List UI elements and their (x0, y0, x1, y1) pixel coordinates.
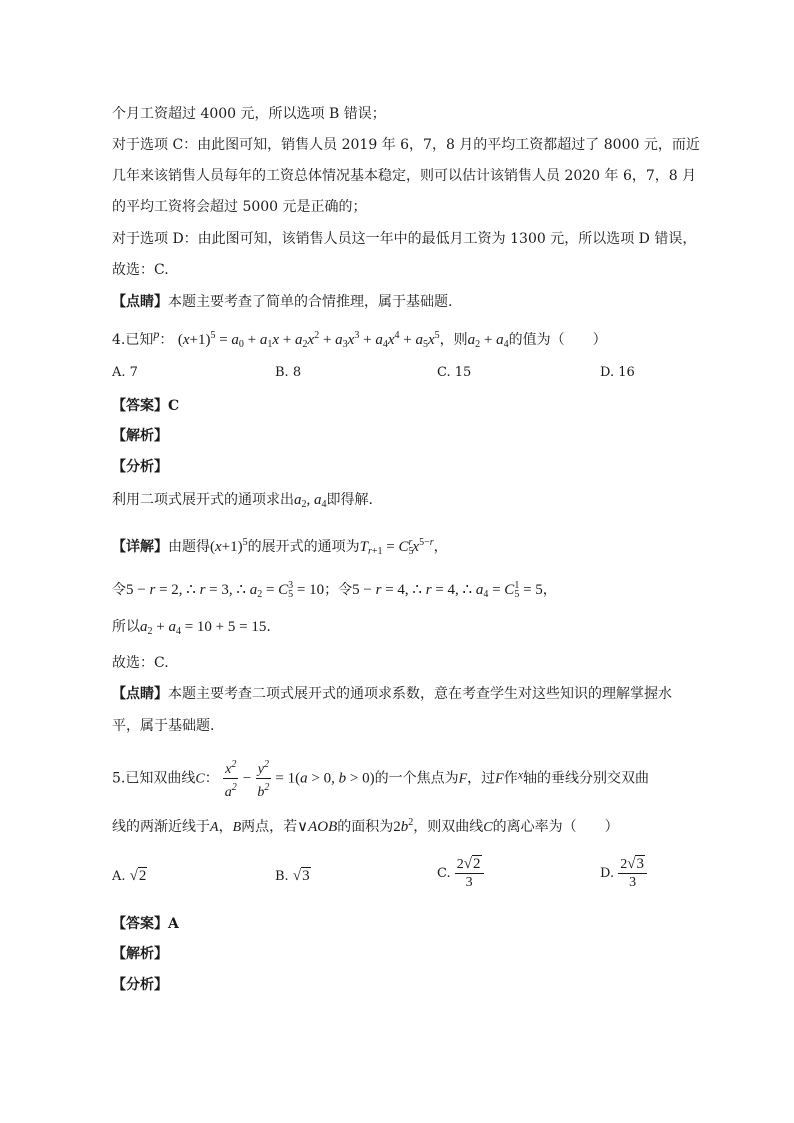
analysis-line: 利用二项式展开式的通项求出$a_2$, $a_4$即得解. (112, 492, 373, 510)
q4-p: p (153, 327, 160, 341)
q4-formula: $(x+1)^5 = a_0 + a_1x + a_2x^2 + a_3x^3 + a_4x^4 + a_5x^5$ (177, 330, 440, 350)
q4-target: $a_2 + a_4$ (467, 332, 509, 350)
section-fenxi: 【分析】 (112, 459, 168, 475)
question-4 (112, 324, 607, 355)
section-fenxi-5: 【分析】 (112, 977, 168, 993)
detail-line-3: 所以$a_2 + a_4 = 10 + 5 = 15$. (112, 619, 271, 637)
note-line (112, 292, 452, 312)
q4-prefix: 4.已知 (112, 332, 154, 348)
note-line-4b: 平，属于基础题. (112, 718, 215, 734)
text-line: 几年来该销售人员每年的工资总体情况基本稳定，则可以估计该销售人员 2020 年 6，7，8 月 (112, 168, 697, 184)
q5-option-b: B. √3 (275, 868, 310, 884)
q5-option-d: D. $\frac{2√3}{3}$ (600, 856, 647, 891)
frac-y2b2: $\frac{y^2}{b^2}$ (256, 756, 271, 801)
q4-option-b: B. 8 (275, 365, 302, 380)
q4-option-a: A. 7 (112, 365, 138, 380)
note-tag: 【点睛】 (112, 294, 168, 310)
text-line: 的平均工资将会超过 5000 元是正确的； (112, 199, 367, 215)
text-line: 故选：C. (112, 262, 169, 278)
frac-x2a2: $\frac{x^2}{a^2}$ (223, 756, 238, 801)
choose-line: 故选：C. (112, 655, 169, 671)
q4-end: 的值为（ ） (508, 332, 607, 348)
q4-option-c: C. 15 (437, 365, 472, 380)
note-line-4: 【点睛】本题主要考查二项式展开式的通项求系数，意在考查学生对这些知识的理解掌握水 (112, 686, 672, 702)
q5-option-a: A. √2 (112, 868, 147, 884)
detail-line-1: 【详解】由题得$(x+1)^5$的展开式的通项为$T_{r+1} = C_5^rx^{5-r}$， (112, 537, 448, 557)
question-5-line2: 线的两渐近线于A，B两点，若∨AOB的面积为$2b^2$，则双曲线C的离心率为（ ） (112, 817, 619, 835)
text-line: 对于选项 C：由此图可知，销售人员 2019 年 6，7，8 月的平均工资都超过了 8000 元，而近 (112, 137, 700, 153)
detail-line-2: 令5 − r = 2, ∴ r = 3, ∴ $a_2 = C_5^3 = 10$；令5 − r = 4, ∴ r = 4, ∴ $a_4 = C_5^1 = 5$， (112, 580, 557, 600)
q4-colon: ： (159, 332, 174, 348)
question-5: 5.已知双曲线C： $\frac{x^2}{a^2}$ − $\frac{y^2}{b^2}$ = 1(a > 0, b > 0)的一个焦点为F，过F作x轴的垂线分别交双曲 (112, 756, 649, 801)
section-jiexi: 【解析】 (112, 428, 168, 444)
q5-option-c: C. $\frac{2√2}{3}$ (437, 856, 484, 891)
note-text: 本题主要考查了简单的合情推理，属于基础题. (168, 294, 453, 310)
text-line: 个月工资超过 4000 元，所以选项 B 错误； (112, 106, 386, 122)
q4-option-d: D. 16 (600, 365, 635, 380)
text-line: 对于选项 D：由此图可知，该销售人员这一年中的最低月工资为 1300 元，所以选项 D 错误， (112, 231, 697, 247)
answer-5: 【答案】A (112, 916, 179, 932)
section-jiexi-5: 【解析】 (112, 946, 168, 962)
answer-4: 【答案】C (112, 398, 180, 414)
q4-tail: ，则 (439, 332, 468, 348)
